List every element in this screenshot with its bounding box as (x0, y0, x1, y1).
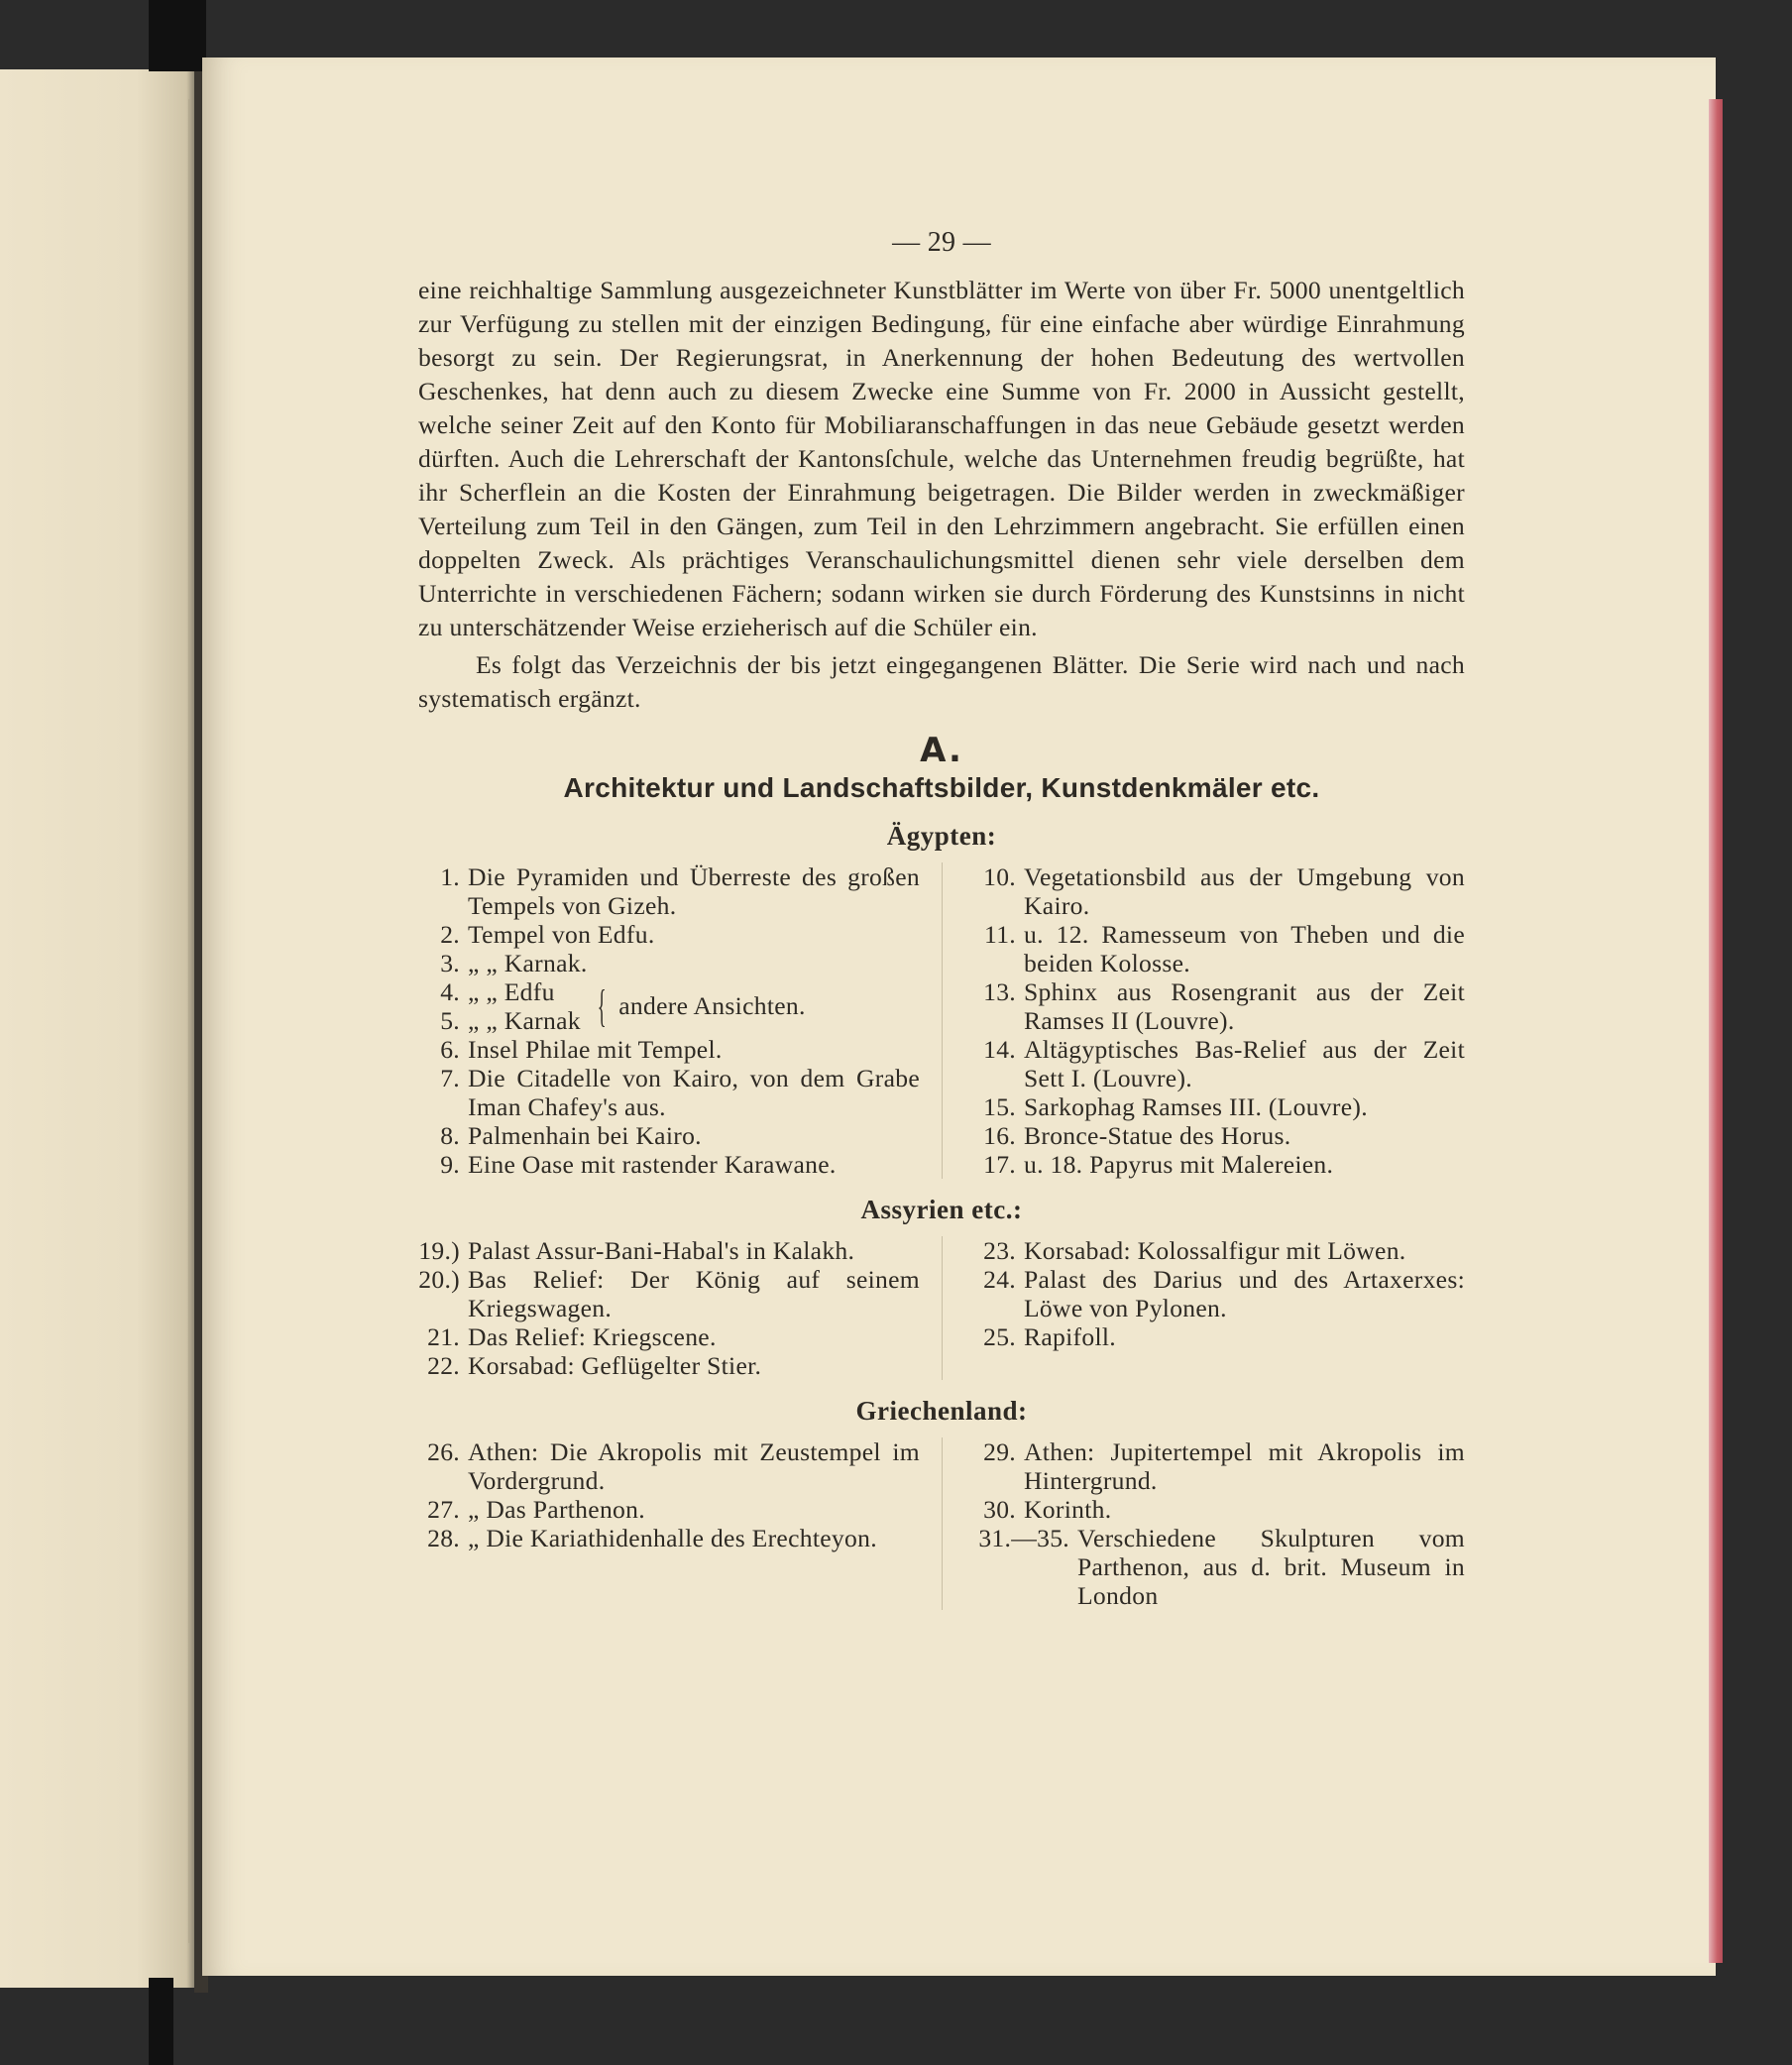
list-item (974, 1495, 1465, 1524)
item-number: 11. (984, 920, 1016, 949)
item-number: 8. (440, 1121, 460, 1150)
item-text: Tempel von Edfu. (468, 920, 655, 949)
list-item (974, 862, 1465, 920)
list-item (974, 1524, 1465, 1610)
egypt-left-column (418, 862, 942, 1179)
region-heading-egypt: Ägypten: (886, 821, 997, 851)
item-text: u. 12. Ramesseum von Theben und die beiden Kolosse. (1024, 920, 1465, 977)
list-item (418, 1265, 920, 1322)
assyria-list (418, 1236, 1465, 1380)
item-text: „ „ Karnak. (468, 949, 588, 977)
brace-glyph: { (597, 980, 607, 1031)
section-title: Architektur und Landschaftsbilder, Kunstdenkmäler etc. (563, 772, 1320, 803)
item-number: 4. (440, 977, 460, 1006)
region-heading-greece: Griechenland: (855, 1396, 1028, 1426)
item-number: 30. (983, 1495, 1016, 1524)
paragraph-2: Es folgt das Verzeichnis der bis jetzt eingegangenen Blätter. Die Serie wird nach und nach systematisch ergänzt. (418, 650, 1465, 713)
item-number: 27. (427, 1495, 460, 1524)
item-number: 24. (983, 1265, 1016, 1294)
item-number: 17. (983, 1150, 1016, 1179)
egypt-right-column (942, 862, 1465, 1179)
item-text: Rapifoll. (1024, 1322, 1116, 1351)
item-number: 5. (440, 1006, 460, 1035)
list-item (974, 1150, 1465, 1179)
item-text: Palmenhain bei Kairo. (468, 1121, 702, 1150)
item-text: Verschiedene Skulpturen vom Parthenon, aus d. brit. Museum in London (1077, 1524, 1465, 1610)
item-text: Athen: Jupitertempel mit Akropolis im Hintergrund. (1024, 1437, 1465, 1495)
item-number: 10. (983, 862, 1016, 891)
item-text: Korinth. (1024, 1495, 1112, 1524)
item-number: 13. (983, 977, 1016, 1006)
assyria-left-column (418, 1236, 942, 1380)
item-text: Bas Relief: Der König auf seinem Kriegswagen. (468, 1265, 920, 1322)
list-item (418, 1064, 920, 1121)
item-text: „ „ Karnak (468, 1006, 581, 1035)
item-text: Korsabad: Kolossalfigur mit Löwen. (1024, 1236, 1406, 1265)
bracket-group (418, 977, 920, 1035)
item-text: Athen: Die Akropolis mit Zeustempel im Vordergrund. (468, 1437, 920, 1495)
ribbon-marker-top (149, 0, 206, 71)
list-item (974, 1121, 1465, 1150)
list-item (418, 1236, 920, 1265)
bracket-items (418, 977, 581, 1035)
list-item (974, 1265, 1465, 1322)
greece-list (418, 1437, 1465, 1610)
list-item (974, 920, 1465, 977)
item-number: 28. (427, 1524, 460, 1552)
item-number: 1. (440, 862, 460, 891)
list-item (418, 862, 920, 920)
item-number: 31.—35. (978, 1524, 1069, 1552)
item-text: Palast des Darius und des Artaxerxes: Löwe von Pylonen. (1024, 1265, 1465, 1322)
list-item (418, 977, 581, 1006)
list-item (418, 1150, 920, 1179)
list-item (418, 1006, 581, 1035)
item-number: 22. (427, 1351, 460, 1380)
bracket-note: andere Ansichten. (618, 991, 806, 1020)
list-item (418, 1495, 920, 1524)
list-item (974, 977, 1465, 1035)
item-number: 23. (983, 1236, 1016, 1265)
item-number: 25. (983, 1322, 1016, 1351)
list-item (418, 1121, 920, 1150)
item-text: Die Pyramiden und Überreste des großen Tempels von Gizeh. (468, 862, 920, 920)
item-text: „ „ Edfu (468, 977, 555, 1006)
list-item (418, 1322, 920, 1351)
egypt-list (418, 862, 1465, 1179)
paragraph-1: eine reichhaltige Sammlung ausgezeichneter Kunstblätter im Werte von über Fr. 5000 unentgeltlich zur Verfügung zu stellen mit der einzigen Bedingung, für eine einfache aber würdige Einrahmung besorgt zu sein. Der Regierungsrat, in Anerkennung der hohen Bedeutung des wertvollen Geschenkes, hat denn auch zu diesem Zwecke eine Summe von Fr. 2000 in Aussicht gestellt, welche seiner Zeit auf den Konto für Mobiliaranschaffungen in das neue Gebäude gesetzt werden dürften. Auch die Lehrerschaft der Kantonsſchule, welche das Unternehmen freudig begrüßte, hat ihr Scherflein an die Kosten der Einrahmung beigetragen. Die Bilder werden in zweckmäßiger Verteilung zum Teil in den Gängen, zum Teil in den Lehrzimmern angebracht. Sie erfüllen einen doppelten Zweck. Als prächtiges Veranschaulichungsmittel dienen sehr viele derselben dem Unterrichte in verschiedenen Fächern; sodann wirken sie durch Förderung des Kunstsinns in nicht zu unterschätzender Weise erzieherisch auf die Schüler ein. (418, 276, 1465, 641)
ribbon-marker-bottom (149, 1978, 173, 2065)
list-item (974, 1322, 1465, 1351)
item-number: 20.) (418, 1265, 460, 1294)
assyria-right-column (942, 1236, 1465, 1380)
item-text: Das Relief: Kriegscene. (468, 1322, 717, 1351)
item-number: 2. (440, 920, 460, 949)
item-text: Palast Assur-Bani-Habal's in Kalakh. (468, 1236, 855, 1265)
list-item (974, 1092, 1465, 1121)
item-number: 21. (427, 1322, 460, 1351)
item-number: 29. (983, 1437, 1016, 1466)
item-text: Insel Philae mit Tempel. (468, 1035, 723, 1064)
item-number: 6. (440, 1035, 460, 1064)
item-text: Sphinx aus Rosengranit aus der Zeit Ramses II (Louvre). (1024, 977, 1465, 1035)
item-text: Bronce-Statue des Horus. (1024, 1121, 1291, 1150)
page-number: — 29 — (892, 227, 991, 258)
item-number: 16. (983, 1121, 1016, 1150)
list-item (974, 1035, 1465, 1092)
greece-right-column (942, 1437, 1465, 1610)
item-number: 7. (440, 1064, 460, 1092)
list-item (418, 1524, 920, 1552)
item-number: 14. (983, 1035, 1016, 1064)
list-item (974, 1437, 1465, 1495)
greece-left-column (418, 1437, 942, 1610)
list-item (418, 1351, 920, 1380)
list-item (418, 1035, 920, 1064)
section-letter: A. (920, 731, 963, 770)
item-text: Vegetationsbild aus der Umgebung von Kairo. (1024, 862, 1465, 920)
item-number: 9. (440, 1150, 460, 1179)
list-item (418, 949, 920, 977)
list-item (974, 1236, 1465, 1265)
item-text: u. 18. Papyrus mit Malereien. (1024, 1150, 1334, 1179)
left-page-edge (0, 69, 194, 1988)
region-heading-assyria: Assyrien etc.: (860, 1195, 1023, 1224)
item-number: 3. (440, 949, 460, 977)
left-page-line (188, 99, 190, 1943)
item-text: Sarkophag Ramses III. (Louvre). (1024, 1092, 1368, 1121)
item-text: Altägyptisches Bas-Relief aus der Zeit Sett I. (Louvre). (1024, 1035, 1465, 1092)
list-item (418, 920, 920, 949)
page-red-edge (1709, 99, 1723, 1963)
item-number: 15. (983, 1092, 1016, 1121)
item-text: Eine Oase mit rastender Karawane. (468, 1150, 837, 1179)
page-content (418, 226, 1465, 1610)
item-number: 26. (427, 1437, 460, 1466)
item-number: 19.) (418, 1236, 460, 1265)
item-text: Korsabad: Geflügelter Stier. (468, 1351, 762, 1380)
item-text: „ Das Parthenon. (468, 1495, 645, 1524)
item-text: Die Citadelle von Kairo, von dem Grabe Iman Chafey's aus. (468, 1064, 920, 1121)
item-text: „ Die Kariathidenhalle des Erechteyon. (468, 1524, 877, 1552)
list-item (418, 1437, 920, 1495)
